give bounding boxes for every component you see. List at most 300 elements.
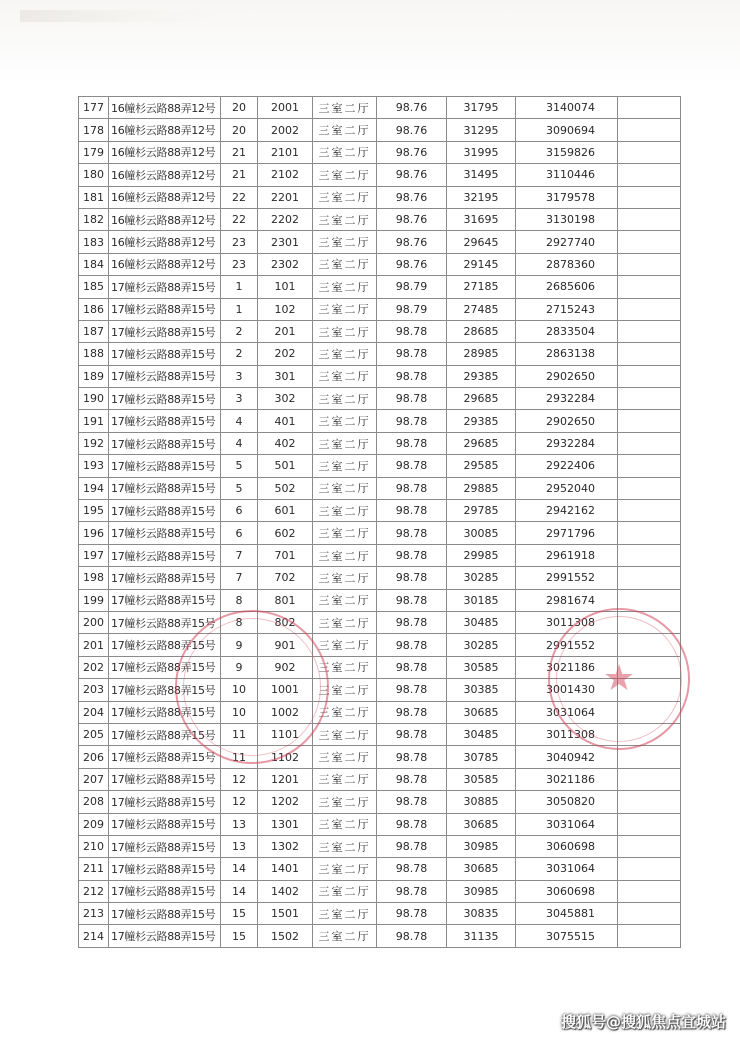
area-cell: 98.78: [377, 656, 447, 678]
row-number-cell: 178: [79, 119, 109, 141]
total-price-cell: 2981674: [516, 589, 618, 611]
total-price-cell: 3130198: [516, 208, 618, 230]
area-cell: 98.78: [377, 634, 447, 656]
total-price-cell: 2932284: [516, 432, 618, 454]
floor-cell: 2: [221, 320, 258, 342]
table-body: [79, 97, 681, 948]
table-row: [79, 813, 681, 835]
floor-cell: 7: [221, 544, 258, 566]
address-cell: 17幢杉云路88弄15号: [109, 903, 221, 925]
table-row: [79, 141, 681, 163]
remark-cell: [618, 365, 681, 387]
layout-cell: 三室二厅: [313, 701, 377, 723]
area-cell: 98.78: [377, 925, 447, 947]
unit-price-cell: 27485: [447, 298, 516, 320]
row-number-cell: 206: [79, 746, 109, 768]
floor-cell: 15: [221, 925, 258, 947]
room-number-cell: 302: [258, 388, 313, 410]
table-row: [79, 634, 681, 656]
room-number-cell: 1401: [258, 858, 313, 880]
remark-cell: [618, 186, 681, 208]
unit-price-cell: 28685: [447, 320, 516, 342]
area-cell: 98.78: [377, 388, 447, 410]
total-price-cell: 2961918: [516, 544, 618, 566]
unit-price-cell: 28985: [447, 343, 516, 365]
address-cell: 17幢杉云路88弄15号: [109, 522, 221, 544]
table-row: [79, 679, 681, 701]
address-cell: 16幢杉云路88弄12号: [109, 231, 221, 253]
total-price-cell: 3031064: [516, 701, 618, 723]
area-cell: 98.78: [377, 477, 447, 499]
row-number-cell: 208: [79, 791, 109, 813]
remark-cell: [618, 320, 681, 342]
remark-cell: [618, 903, 681, 925]
row-number-cell: 210: [79, 835, 109, 857]
layout-cell: 三室二厅: [313, 343, 377, 365]
unit-price-cell: 31995: [447, 141, 516, 163]
total-price-cell: 3140074: [516, 97, 618, 119]
floor-cell: 10: [221, 701, 258, 723]
unit-price-cell: 30985: [447, 880, 516, 902]
unit-price-cell: 29985: [447, 544, 516, 566]
unit-price-cell: 29385: [447, 410, 516, 432]
table-row: [79, 276, 681, 298]
area-cell: 98.78: [377, 723, 447, 745]
table-row: [79, 164, 681, 186]
table-row: [79, 701, 681, 723]
row-number-cell: 196: [79, 522, 109, 544]
room-number-cell: 1002: [258, 701, 313, 723]
area-cell: 98.78: [377, 343, 447, 365]
row-number-cell: 204: [79, 701, 109, 723]
floor-cell: 21: [221, 164, 258, 186]
address-cell: 16幢杉云路88弄12号: [109, 164, 221, 186]
room-number-cell: 102: [258, 298, 313, 320]
unit-price-cell: 30835: [447, 903, 516, 925]
area-cell: 98.78: [377, 903, 447, 925]
table-row: [79, 253, 681, 275]
table-row: [79, 432, 681, 454]
area-cell: 98.78: [377, 611, 447, 633]
layout-cell: 三室二厅: [313, 320, 377, 342]
row-number-cell: 189: [79, 365, 109, 387]
address-cell: 17幢杉云路88弄15号: [109, 791, 221, 813]
total-price-cell: 2991552: [516, 634, 618, 656]
area-cell: 98.78: [377, 701, 447, 723]
room-number-cell: 1402: [258, 880, 313, 902]
area-cell: 98.78: [377, 589, 447, 611]
floor-cell: 13: [221, 813, 258, 835]
floor-cell: 15: [221, 903, 258, 925]
unit-price-cell: 30685: [447, 813, 516, 835]
table-row: [79, 500, 681, 522]
floor-cell: 21: [221, 141, 258, 163]
table-row: [79, 119, 681, 141]
layout-cell: 三室二厅: [313, 746, 377, 768]
total-price-cell: 2833504: [516, 320, 618, 342]
area-cell: 98.78: [377, 365, 447, 387]
floor-cell: 5: [221, 455, 258, 477]
room-number-cell: 2302: [258, 253, 313, 275]
row-number-cell: 181: [79, 186, 109, 208]
unit-price-cell: 31795: [447, 97, 516, 119]
address-cell: 17幢杉云路88弄15号: [109, 634, 221, 656]
table-row: [79, 656, 681, 678]
floor-cell: 12: [221, 791, 258, 813]
address-cell: 17幢杉云路88弄15号: [109, 835, 221, 857]
layout-cell: 三室二厅: [313, 880, 377, 902]
layout-cell: 三室二厅: [313, 253, 377, 275]
area-cell: 98.78: [377, 835, 447, 857]
room-number-cell: 2001: [258, 97, 313, 119]
floor-cell: 20: [221, 119, 258, 141]
floor-cell: 3: [221, 365, 258, 387]
room-number-cell: 402: [258, 432, 313, 454]
unit-price-cell: 29685: [447, 432, 516, 454]
floor-cell: 1: [221, 276, 258, 298]
table-row: [79, 522, 681, 544]
room-number-cell: 701: [258, 544, 313, 566]
address-cell: 16幢杉云路88弄12号: [109, 141, 221, 163]
remark-cell: [618, 276, 681, 298]
total-price-cell: 2902650: [516, 410, 618, 432]
room-number-cell: 601: [258, 500, 313, 522]
room-number-cell: 1501: [258, 903, 313, 925]
address-cell: 17幢杉云路88弄15号: [109, 746, 221, 768]
floor-cell: 13: [221, 835, 258, 857]
address-cell: 17幢杉云路88弄15号: [109, 679, 221, 701]
layout-cell: 三室二厅: [313, 723, 377, 745]
row-number-cell: 212: [79, 880, 109, 902]
unit-price-cell: 31295: [447, 119, 516, 141]
row-number-cell: 213: [79, 903, 109, 925]
layout-cell: 三室二厅: [313, 141, 377, 163]
floor-cell: 22: [221, 186, 258, 208]
unit-price-cell: 30785: [447, 746, 516, 768]
address-cell: 17幢杉云路88弄15号: [109, 388, 221, 410]
total-price-cell: 3159826: [516, 141, 618, 163]
remark-cell: [618, 701, 681, 723]
layout-cell: 三室二厅: [313, 231, 377, 253]
area-cell: 98.76: [377, 186, 447, 208]
layout-cell: 三室二厅: [313, 611, 377, 633]
unit-price-cell: 30685: [447, 858, 516, 880]
unit-price-cell: 29785: [447, 500, 516, 522]
remark-cell: [618, 813, 681, 835]
remark-cell: [618, 432, 681, 454]
total-price-cell: 3031064: [516, 858, 618, 880]
unit-price-cell: 29885: [447, 477, 516, 499]
layout-cell: 三室二厅: [313, 522, 377, 544]
remark-cell: [618, 858, 681, 880]
area-cell: 98.76: [377, 164, 447, 186]
table-row: [79, 320, 681, 342]
floor-cell: 4: [221, 432, 258, 454]
layout-cell: 三室二厅: [313, 791, 377, 813]
room-number-cell: 1201: [258, 768, 313, 790]
remark-cell: [618, 477, 681, 499]
table-row: [79, 410, 681, 432]
remark-cell: [618, 343, 681, 365]
layout-cell: 三室二厅: [313, 208, 377, 230]
room-number-cell: 201: [258, 320, 313, 342]
unit-price-cell: 30085: [447, 522, 516, 544]
room-number-cell: 802: [258, 611, 313, 633]
row-number-cell: 179: [79, 141, 109, 163]
table-row: [79, 611, 681, 633]
total-price-cell: 2878360: [516, 253, 618, 275]
address-cell: 17幢杉云路88弄15号: [109, 880, 221, 902]
row-number-cell: 205: [79, 723, 109, 745]
remark-cell: [618, 611, 681, 633]
table-row: [79, 365, 681, 387]
address-cell: 17幢杉云路88弄15号: [109, 320, 221, 342]
row-number-cell: 198: [79, 567, 109, 589]
layout-cell: 三室二厅: [313, 477, 377, 499]
room-number-cell: 2101: [258, 141, 313, 163]
total-price-cell: 2927740: [516, 231, 618, 253]
unit-price-cell: 27185: [447, 276, 516, 298]
area-cell: 98.76: [377, 253, 447, 275]
layout-cell: 三室二厅: [313, 656, 377, 678]
table-row: [79, 723, 681, 745]
area-cell: 98.76: [377, 119, 447, 141]
table-row: [79, 186, 681, 208]
unit-price-cell: 31495: [447, 164, 516, 186]
total-price-cell: 2942162: [516, 500, 618, 522]
seal-star-icon: ★: [602, 658, 636, 699]
remark-cell: [618, 410, 681, 432]
price-list-table: [78, 96, 681, 948]
total-price-cell: 2952040: [516, 477, 618, 499]
address-cell: 17幢杉云路88弄15号: [109, 455, 221, 477]
row-number-cell: 199: [79, 589, 109, 611]
room-number-cell: 2202: [258, 208, 313, 230]
unit-price-cell: 31695: [447, 208, 516, 230]
address-cell: 17幢杉云路88弄15号: [109, 500, 221, 522]
row-number-cell: 177: [79, 97, 109, 119]
unit-price-cell: 30185: [447, 589, 516, 611]
layout-cell: 三室二厅: [313, 298, 377, 320]
row-number-cell: 190: [79, 388, 109, 410]
address-cell: 17幢杉云路88弄15号: [109, 343, 221, 365]
unit-price-cell: 30885: [447, 791, 516, 813]
table-row: [79, 768, 681, 790]
table-row: [79, 589, 681, 611]
floor-cell: 3: [221, 388, 258, 410]
unit-price-cell: 30485: [447, 723, 516, 745]
unit-price-cell: 30285: [447, 634, 516, 656]
room-number-cell: 2102: [258, 164, 313, 186]
address-cell: 17幢杉云路88弄15号: [109, 858, 221, 880]
remark-cell: [618, 746, 681, 768]
row-number-cell: 211: [79, 858, 109, 880]
table-row: [79, 298, 681, 320]
room-number-cell: 1202: [258, 791, 313, 813]
room-number-cell: 801: [258, 589, 313, 611]
total-price-cell: 3045881: [516, 903, 618, 925]
table-row: [79, 746, 681, 768]
floor-cell: 4: [221, 410, 258, 432]
remark-cell: [618, 835, 681, 857]
row-number-cell: 209: [79, 813, 109, 835]
address-cell: 17幢杉云路88弄15号: [109, 701, 221, 723]
total-price-cell: 3011308: [516, 611, 618, 633]
floor-cell: 23: [221, 231, 258, 253]
area-cell: 98.78: [377, 455, 447, 477]
table-row: [79, 544, 681, 566]
row-number-cell: 194: [79, 477, 109, 499]
total-price-cell: 3001430: [516, 679, 618, 701]
row-number-cell: 195: [79, 500, 109, 522]
table-row: [79, 791, 681, 813]
remark-cell: [618, 925, 681, 947]
layout-cell: 三室二厅: [313, 388, 377, 410]
total-price-cell: 3179578: [516, 186, 618, 208]
total-price-cell: 2932284: [516, 388, 618, 410]
total-price-cell: 3060698: [516, 835, 618, 857]
row-number-cell: 191: [79, 410, 109, 432]
layout-cell: 三室二厅: [313, 903, 377, 925]
row-number-cell: 186: [79, 298, 109, 320]
unit-price-cell: 30585: [447, 768, 516, 790]
area-cell: 98.78: [377, 500, 447, 522]
room-number-cell: 602: [258, 522, 313, 544]
remark-cell: [618, 208, 681, 230]
remark-cell: [618, 253, 681, 275]
floor-cell: 14: [221, 880, 258, 902]
floor-cell: 9: [221, 656, 258, 678]
floor-cell: 9: [221, 634, 258, 656]
layout-cell: 三室二厅: [313, 410, 377, 432]
room-number-cell: 1502: [258, 925, 313, 947]
floor-cell: 22: [221, 208, 258, 230]
table-row: [79, 231, 681, 253]
table-row: [79, 858, 681, 880]
unit-price-cell: 29685: [447, 388, 516, 410]
layout-cell: 三室二厅: [313, 768, 377, 790]
area-cell: 98.76: [377, 231, 447, 253]
layout-cell: 三室二厅: [313, 634, 377, 656]
row-number-cell: 180: [79, 164, 109, 186]
room-number-cell: 2002: [258, 119, 313, 141]
total-price-cell: 3011308: [516, 723, 618, 745]
total-price-cell: 2715243: [516, 298, 618, 320]
area-cell: 98.78: [377, 791, 447, 813]
floor-cell: 12: [221, 768, 258, 790]
table-row: [79, 925, 681, 947]
area-cell: 98.78: [377, 858, 447, 880]
layout-cell: 三室二厅: [313, 455, 377, 477]
room-number-cell: 301: [258, 365, 313, 387]
room-number-cell: 901: [258, 634, 313, 656]
area-cell: 98.76: [377, 208, 447, 230]
total-price-cell: 2685606: [516, 276, 618, 298]
table-row: [79, 97, 681, 119]
layout-cell: 三室二厅: [313, 835, 377, 857]
area-cell: 98.78: [377, 432, 447, 454]
table-row: [79, 477, 681, 499]
remark-cell: [618, 388, 681, 410]
remark-cell: [618, 880, 681, 902]
unit-price-cell: 30285: [447, 567, 516, 589]
address-cell: 17幢杉云路88弄15号: [109, 813, 221, 835]
unit-price-cell: 29645: [447, 231, 516, 253]
remark-cell: [618, 500, 681, 522]
unit-price-cell: 30985: [447, 835, 516, 857]
total-price-cell: 2971796: [516, 522, 618, 544]
layout-cell: 三室二厅: [313, 813, 377, 835]
total-price-cell: 2902650: [516, 365, 618, 387]
layout-cell: 三室二厅: [313, 679, 377, 701]
remark-cell: [618, 119, 681, 141]
address-cell: 17幢杉云路88弄15号: [109, 544, 221, 566]
unit-price-cell: 29145: [447, 253, 516, 275]
unit-price-cell: 30485: [447, 611, 516, 633]
area-cell: 98.78: [377, 410, 447, 432]
area-cell: 98.76: [377, 141, 447, 163]
remark-cell: [618, 544, 681, 566]
layout-cell: 三室二厅: [313, 544, 377, 566]
table-row: [79, 880, 681, 902]
room-number-cell: 702: [258, 567, 313, 589]
total-price-cell: 3050820: [516, 791, 618, 813]
area-cell: 98.78: [377, 679, 447, 701]
table-row: [79, 567, 681, 589]
room-number-cell: 202: [258, 343, 313, 365]
address-cell: 17幢杉云路88弄15号: [109, 432, 221, 454]
remark-cell: [618, 679, 681, 701]
area-cell: 98.79: [377, 298, 447, 320]
row-number-cell: 207: [79, 768, 109, 790]
row-number-cell: 184: [79, 253, 109, 275]
row-number-cell: 214: [79, 925, 109, 947]
area-cell: 98.78: [377, 544, 447, 566]
total-price-cell: 2922406: [516, 455, 618, 477]
address-cell: 17幢杉云路88弄15号: [109, 276, 221, 298]
address-cell: 17幢杉云路88弄15号: [109, 723, 221, 745]
room-number-cell: 101: [258, 276, 313, 298]
room-number-cell: 902: [258, 656, 313, 678]
floor-cell: 1: [221, 298, 258, 320]
area-cell: 98.78: [377, 746, 447, 768]
layout-cell: 三室二厅: [313, 164, 377, 186]
remark-cell: [618, 522, 681, 544]
remark-cell: [618, 634, 681, 656]
table-row: [79, 835, 681, 857]
address-cell: 16幢杉云路88弄12号: [109, 97, 221, 119]
layout-cell: 三室二厅: [313, 276, 377, 298]
floor-cell: 2: [221, 343, 258, 365]
layout-cell: 三室二厅: [313, 97, 377, 119]
remark-cell: [618, 455, 681, 477]
address-cell: 17幢杉云路88弄15号: [109, 768, 221, 790]
unit-price-cell: 30585: [447, 656, 516, 678]
total-price-cell: 3031064: [516, 813, 618, 835]
area-cell: 98.78: [377, 320, 447, 342]
row-number-cell: 192: [79, 432, 109, 454]
address-cell: 17幢杉云路88弄15号: [109, 365, 221, 387]
watermark: 搜狐号@搜狐焦点宜城站: [560, 1013, 726, 1031]
remark-cell: [618, 231, 681, 253]
address-cell: 17幢杉云路88弄15号: [109, 298, 221, 320]
address-cell: 17幢杉云路88弄15号: [109, 656, 221, 678]
floor-cell: 5: [221, 477, 258, 499]
area-cell: 98.76: [377, 97, 447, 119]
total-price-cell: 3060698: [516, 880, 618, 902]
total-price-cell: 3075515: [516, 925, 618, 947]
remark-cell: [618, 723, 681, 745]
